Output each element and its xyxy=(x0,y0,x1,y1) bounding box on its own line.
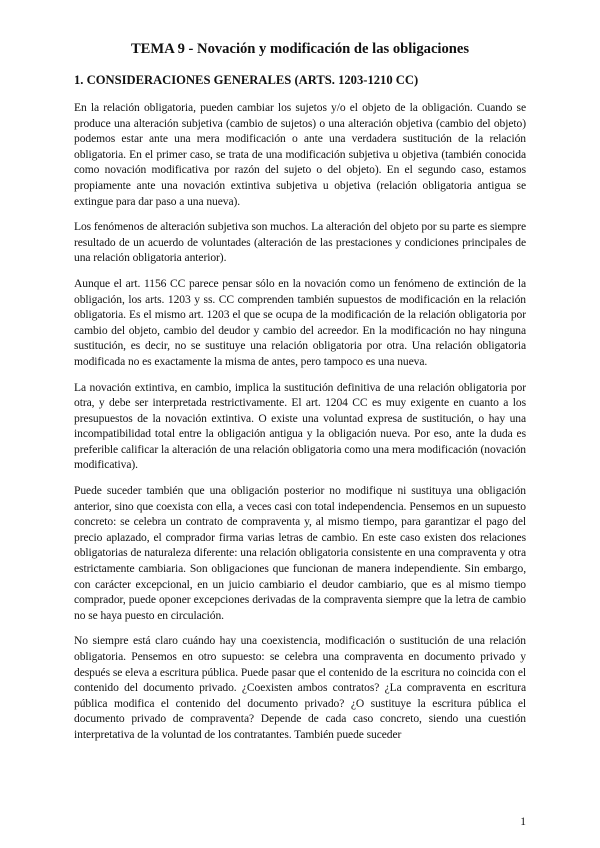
section-heading: 1. CONSIDERACIONES GENERALES (ARTS. 1203-1210 CC) xyxy=(74,73,419,87)
paragraph-1: En la relación obligatoria, pueden cambiar los sujetos y/o el objeto de la obligación. Cuando se produce una alteración subjetiva (cambio de sujetos) o una alteración objetiva (cambio del objeto) podemos estar ante una mera modificación o ante una verdadera sustitución de la relación obligatoria. En el primer caso, se trata de una modificación subjetiva u objetiva (también conocida como novación modificativa por razón del sujeto o del objeto). En el segundo caso, estamos propiamente ante una novación extintiva subjetiva u objetiva (relación obligatoria antigua se extingue para dar paso a una nueva). xyxy=(74,102,526,208)
paragraph-6: No siempre está claro cuándo hay una coexistencia, modificación o sustitución de una relación obligatoria. Pensemos en otro supuesto: se celebra una compraventa en documento privado y después se eleva a escritura pública. Puede pasar que el contenido de la escritura no coincida con el contenido del documento privado. ¿Coexisten ambos contratos? ¿La compraventa en escritura pública modifica el contenido del documento privado? ¿O sustituye la escritura pública el documento privado de compraventa? Depende de cada caso concreto, siendo una cuestión interpretativa de la voluntad de los contratantes. También puede suceder xyxy=(74,635,526,741)
paragraph-5: Puede suceder también que una obligación posterior no modifique ni sustituya una obligación anterior, sino que coexista con ella, a veces casi con total independencia. Pensemos en un supuesto concreto: se celebra un contrato de compraventa y, al mismo tiempo, para garantizar el pago del precio aplazado, el comprador firma varias letras de cambio. En este caso existen dos relaciones obligatorias de naturaleza diferente: una relación obligatoria consistente en una compraventa y otra estrictamente cambiaria. Son obligaciones que funcionan de manera independiente. Sin embargo, con carácter excepcional, en un juicio cambiario el deudor cambiario, que es al mismo tiempo comprador, puede oponer excepciones derivadas de la compraventa siempre que la letra de cambio no se haya puesto en circulación. xyxy=(74,485,526,622)
paragraph-3: Aunque el art. 1156 CC parece pensar sólo en la novación como un fenómeno de extinción de la obligación, los arts. 1203 y ss. CC comprenden también supuestos de modificación en la relación obligatoria. Es el mismo art. 1203 el que se ocupa de la modificación de la relación obligatoria por cambio del objeto, cambio del deudor y cambio del acreedor. En la modificación no hay ninguna sustitución, es decir, no se sustituye una relación obligatoria por otra. Una relación obligatoria modificada no es exactamente la misma de antes, pero tampoco es una nueva. xyxy=(74,277,526,368)
page-title: TEMA 9 - Novación y modificación de las obligaciones xyxy=(130,41,470,57)
paragraph-2: Los fenómenos de alteración subjetiva son muchos. La alteración del objeto por su parte es siempre resultado de un acuerdo de voluntades (alteración de las prestaciones y condiciones principales de una relación obligatoria anterior). xyxy=(74,221,526,265)
page-number: 1 xyxy=(520,816,526,828)
paragraph-4: La novación extintiva, en cambio, implica la sustitución definitiva de una relación obligatoria por otra, y debe ser interpretada restrictivamente. El art. 1204 CC es muy exigente en cuanto a los presupuestos de la novación extintiva. O existe una voluntad expresa de sustitución, o hay una incompatibilidad total entre la obligación antigua y la obligación nueva. Por eso, ante la duda es preferible calificar la alteración de una relación obligatoria como una mera modificación (novación modificativa). xyxy=(74,381,526,472)
